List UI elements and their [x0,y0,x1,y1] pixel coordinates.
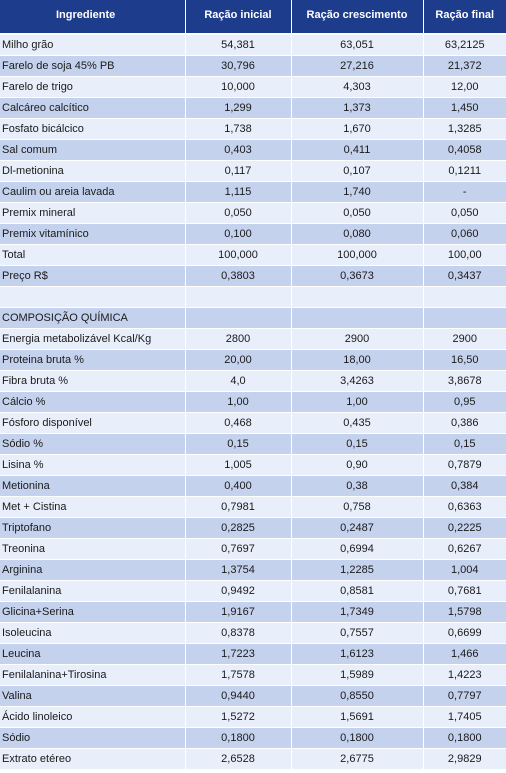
row-label: Farelo de trigo [0,76,185,97]
table-row [0,265,506,286]
table-row [0,475,506,496]
table-row [0,118,506,139]
table-row [0,664,506,685]
row-value: 0,15 [291,433,423,454]
row-label: Sódio [0,727,185,748]
row-value: 10,000 [185,76,291,97]
row-value: 0,8581 [291,580,423,601]
row-value: 21,372 [423,55,506,76]
row-value: 0,15 [423,433,506,454]
table-row [0,727,506,748]
row-value: 0,2225 [423,517,506,538]
row-value: 1,004 [423,559,506,580]
row-value: 0,435 [291,412,423,433]
row-value: 0,95 [423,391,506,412]
table-row [0,622,506,643]
row-value: 1,2285 [291,559,423,580]
section-title: COMPOSIÇÃO QUÍMICA [0,307,185,328]
row-value: 0,7681 [423,580,506,601]
row-label: Fosfato bicálcico [0,118,185,139]
row-value: 0,90 [291,454,423,475]
row-label: Valina [0,685,185,706]
row-value: 1,373 [291,97,423,118]
row-label: Dl-metionina [0,160,185,181]
row-value: 0,080 [291,223,423,244]
table-row [0,223,506,244]
row-value: 1,5272 [185,706,291,727]
row-label: Fenilalanina [0,580,185,601]
row-value: 0,8550 [291,685,423,706]
row-value: 0,1800 [291,727,423,748]
row-value: 16,50 [423,349,506,370]
row-value: 0,7981 [185,496,291,517]
table-row [0,433,506,454]
row-value: 0,6994 [291,538,423,559]
table-row [0,34,506,55]
row-value: 2800 [185,328,291,349]
table-row [0,202,506,223]
section-cell [423,307,506,328]
row-value: 0,3437 [423,265,506,286]
table-row [0,244,506,265]
row-value: 1,4223 [423,664,506,685]
row-value: 0,38 [291,475,423,496]
section-cell [291,307,423,328]
row-label: Sal comum [0,139,185,160]
table-row [0,76,506,97]
table-row [0,454,506,475]
row-value: 0,7557 [291,622,423,643]
table-body [0,34,506,769]
row-label: Fenilalanina+Tirosina [0,664,185,685]
table-row [0,391,506,412]
row-value: 0,384 [423,475,506,496]
row-value: 20,00 [185,349,291,370]
row-label: Fibra bruta % [0,370,185,391]
spacer-row [0,286,506,307]
row-value: 1,9167 [185,601,291,622]
row-label: Arginina [0,559,185,580]
row-value: 0,400 [185,475,291,496]
row-value: 1,7405 [423,706,506,727]
row-value: 0,107 [291,160,423,181]
row-value: 0,060 [423,223,506,244]
row-value: 18,00 [291,349,423,370]
spacer-cell [0,286,185,307]
row-value: 2900 [291,328,423,349]
row-value: 0,100 [185,223,291,244]
row-value: 0,1800 [423,727,506,748]
row-value: 0,403 [185,139,291,160]
row-value: 0,9492 [185,580,291,601]
row-label: Extrato etéreo [0,748,185,769]
header-final: Ração final [423,0,506,34]
row-value: 0,1800 [185,727,291,748]
table-row [0,580,506,601]
table-row [0,496,506,517]
row-label: Leucina [0,643,185,664]
row-value: 100,000 [185,244,291,265]
row-value: - [423,181,506,202]
row-value: 1,7223 [185,643,291,664]
row-label: Met + Cistina [0,496,185,517]
table-row [0,538,506,559]
table-row [0,370,506,391]
row-label: Ácido linoleico [0,706,185,727]
row-value: 1,00 [185,391,291,412]
row-value: 1,115 [185,181,291,202]
row-value: 0,050 [423,202,506,223]
table-row [0,706,506,727]
row-value: 0,2825 [185,517,291,538]
row-value: 0,117 [185,160,291,181]
row-value: 4,0 [185,370,291,391]
row-label: Preço R$ [0,265,185,286]
row-value: 0,3673 [291,265,423,286]
row-label: Sódio % [0,433,185,454]
row-value: 1,3754 [185,559,291,580]
row-value: 0,411 [291,139,423,160]
row-value: 30,796 [185,55,291,76]
row-value: 2,9829 [423,748,506,769]
row-value: 0,3803 [185,265,291,286]
table-row [0,328,506,349]
row-value: 0,9440 [185,685,291,706]
row-value: 12,00 [423,76,506,97]
header-initial: Ração inicial [185,0,291,34]
row-value: 1,738 [185,118,291,139]
row-value: 54,381 [185,34,291,55]
section-cell [185,307,291,328]
table-row [0,601,506,622]
row-value: 2,6528 [185,748,291,769]
table-row [0,55,506,76]
row-label: Proteina bruta % [0,349,185,370]
row-value: 0,4058 [423,139,506,160]
row-value: 4,303 [291,76,423,97]
row-value: 1,5798 [423,601,506,622]
table-row [0,517,506,538]
table-row [0,97,506,118]
row-value: 3,8678 [423,370,506,391]
row-value: 1,5691 [291,706,423,727]
row-value: 1,005 [185,454,291,475]
row-value: 0,15 [185,433,291,454]
section-row [0,307,506,328]
row-label: Premix vitamínico [0,223,185,244]
row-value: 0,758 [291,496,423,517]
row-label: Isoleucina [0,622,185,643]
row-value: 0,050 [291,202,423,223]
table-row [0,643,506,664]
spacer-cell [423,286,506,307]
row-value: 0,1211 [423,160,506,181]
row-value: 1,466 [423,643,506,664]
row-value: 2,6775 [291,748,423,769]
row-value: 1,299 [185,97,291,118]
row-value: 0,7879 [423,454,506,475]
row-value: 1,00 [291,391,423,412]
row-label: Energia metabolizável Kcal/Kg [0,328,185,349]
row-label: Glicina+Serina [0,601,185,622]
row-value: 0,2487 [291,517,423,538]
table-row [0,181,506,202]
row-value: 0,6699 [423,622,506,643]
table-row [0,412,506,433]
row-value: 100,00 [423,244,506,265]
header-row [0,0,506,34]
row-label: Premix mineral [0,202,185,223]
row-label: Cálcio % [0,391,185,412]
row-label: Milho grão [0,34,185,55]
row-value: 27,216 [291,55,423,76]
row-value: 2900 [423,328,506,349]
spacer-cell [185,286,291,307]
row-value: 1,7349 [291,601,423,622]
row-label: Metionina [0,475,185,496]
table-row [0,685,506,706]
row-value: 100,000 [291,244,423,265]
row-value: 0,468 [185,412,291,433]
table-row [0,748,506,769]
header-growth: Ração crescimento [291,0,423,34]
row-value: 0,7797 [423,685,506,706]
spacer-cell [291,286,423,307]
table-row [0,559,506,580]
row-label: Farelo de soja 45% PB [0,55,185,76]
header-ingredient: Ingrediente [0,0,185,34]
row-value: 1,3285 [423,118,506,139]
table-row [0,160,506,181]
row-value: 1,6123 [291,643,423,664]
row-value: 0,8378 [185,622,291,643]
row-value: 0,7697 [185,538,291,559]
row-value: 63,051 [291,34,423,55]
row-label: Lisina % [0,454,185,475]
row-label: Caulim ou areia lavada [0,181,185,202]
row-value: 0,050 [185,202,291,223]
row-value: 0,386 [423,412,506,433]
row-value: 1,670 [291,118,423,139]
row-label: Fósforo disponível [0,412,185,433]
row-value: 0,6363 [423,496,506,517]
table-row [0,139,506,160]
row-label: Calcáreo calcítico [0,97,185,118]
row-value: 63,2125 [423,34,506,55]
table-row [0,349,506,370]
row-value: 1,5989 [291,664,423,685]
row-value: 0,6267 [423,538,506,559]
row-label: Triptofano [0,517,185,538]
row-value: 1,740 [291,181,423,202]
row-label: Total [0,244,185,265]
row-value: 3,4263 [291,370,423,391]
row-value: 1,450 [423,97,506,118]
row-value: 1,7578 [185,664,291,685]
row-label: Treonina [0,538,185,559]
